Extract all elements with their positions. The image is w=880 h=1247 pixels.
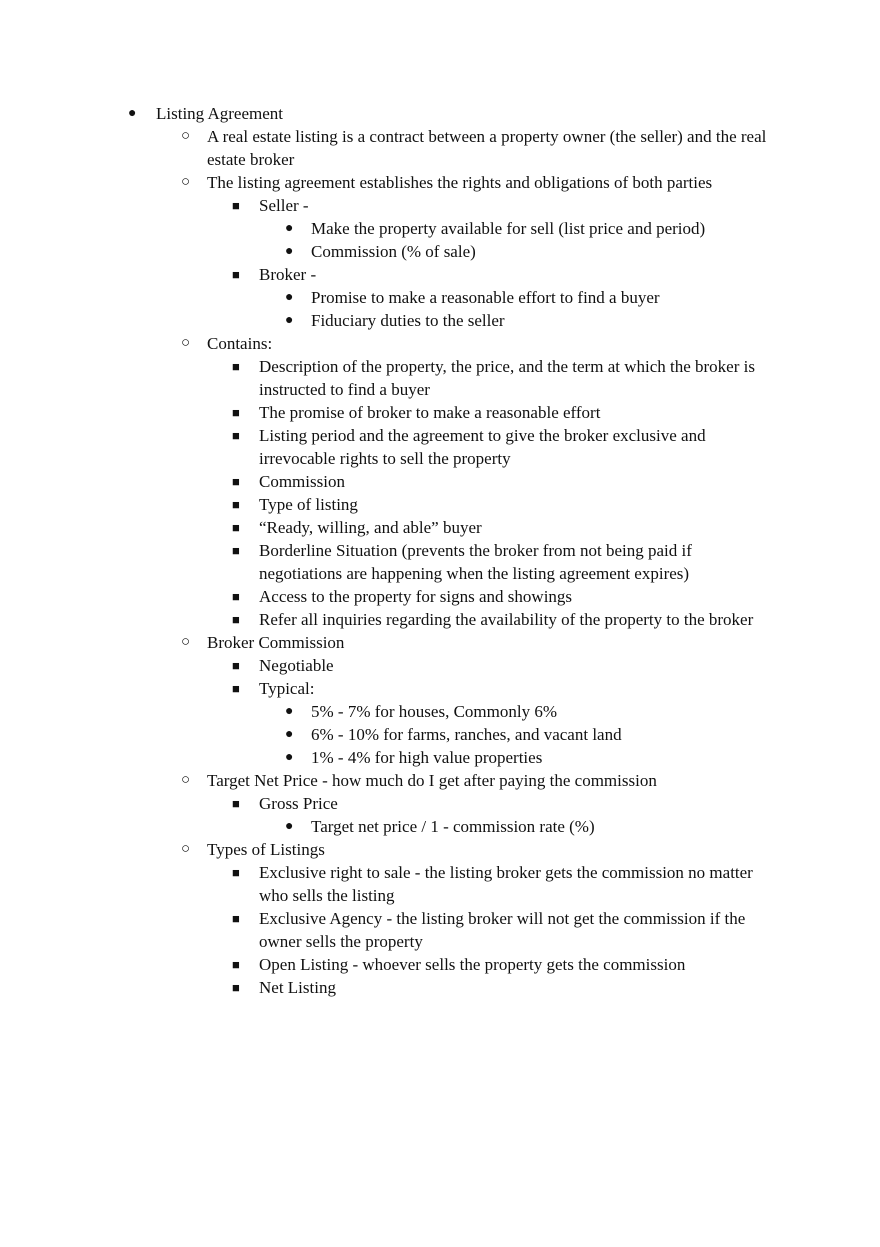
filled-circle-bullet-icon: ● <box>285 290 294 305</box>
list-item <box>0 493 880 516</box>
list-item <box>0 976 880 999</box>
square-bullet-icon: ■ <box>232 658 240 673</box>
intro-text: A real estate listing is a contract between a property owner (the seller) and the real estate broker <box>207 127 767 169</box>
list-item <box>0 309 880 332</box>
list-item <box>0 194 880 217</box>
document-page <box>0 102 880 999</box>
negotiable-text: Negotiable <box>259 656 334 675</box>
list-item <box>0 102 880 125</box>
list-item <box>0 424 880 470</box>
square-bullet-icon: ■ <box>232 911 240 926</box>
heading-listing-agreement: Listing Agreement <box>156 104 284 123</box>
square-bullet-icon: ■ <box>232 865 240 880</box>
list-item <box>0 470 880 493</box>
types-item: Open Listing - whoever sells the property gets the commission <box>259 955 686 974</box>
list-item <box>0 217 880 240</box>
contains-item: Borderline Situation (prevents the broker from not being paid if negotiations are happening when the listing agreement expires) <box>259 541 692 583</box>
broker-item: Fiduciary duties to the seller <box>311 311 505 330</box>
square-bullet-icon: ■ <box>232 520 240 535</box>
hollow-circle-bullet-icon: ○ <box>181 128 191 144</box>
rights-text: The listing agreement establishes the rights and obligations of both parties <box>207 173 713 192</box>
contains-item: Listing period and the agreement to give the broker exclusive and irrevocable rights to sell the property <box>259 426 706 468</box>
typical-item: 6% - 10% for farms, ranches, and vacant land <box>311 725 622 744</box>
list-item <box>0 654 880 677</box>
list-item <box>0 240 880 263</box>
list-item <box>0 608 880 631</box>
hollow-circle-bullet-icon: ○ <box>181 772 191 788</box>
typical-label: Typical: <box>259 679 315 698</box>
types-item: Exclusive Agency - the listing broker will not get the commission if the owner sells the property <box>259 909 746 951</box>
typical-item: 1% - 4% for high value properties <box>311 748 543 767</box>
contains-item: Description of the property, the price, and the term at which the broker is instructed to find a buyer <box>259 357 755 399</box>
broker-label: Broker - <box>259 265 317 284</box>
square-bullet-icon: ■ <box>232 428 240 443</box>
square-bullet-icon: ■ <box>232 267 240 282</box>
list-item <box>0 125 880 171</box>
list-item <box>0 332 880 355</box>
contains-item: The promise of broker to make a reasonable effort <box>259 403 601 422</box>
types-label: Types of Listings <box>207 840 325 859</box>
contains-item: Refer all inquiries regarding the availability of the property to the broker <box>259 610 754 629</box>
contains-item: “Ready, willing, and able” buyer <box>259 518 482 537</box>
filled-circle-bullet-icon: ● <box>285 750 294 765</box>
filled-circle-bullet-icon: ● <box>128 106 137 121</box>
list-item <box>0 263 880 286</box>
list-item <box>0 769 880 792</box>
list-item <box>0 286 880 309</box>
list-item <box>0 700 880 723</box>
list-item <box>0 815 880 838</box>
list-item <box>0 355 880 401</box>
filled-circle-bullet-icon: ● <box>285 313 294 328</box>
contains-label: Contains: <box>207 334 273 353</box>
square-bullet-icon: ■ <box>232 980 240 995</box>
seller-item: Commission (% of sale) <box>311 242 476 261</box>
seller-item: Make the property available for sell (list price and period) <box>311 219 706 238</box>
commission-label: Broker Commission <box>207 633 345 652</box>
types-item: Net Listing <box>259 978 336 997</box>
filled-circle-bullet-icon: ● <box>285 244 294 259</box>
list-item <box>0 861 880 907</box>
contains-item: Access to the property for signs and showings <box>259 587 573 606</box>
square-bullet-icon: ■ <box>232 198 240 213</box>
square-bullet-icon: ■ <box>232 957 240 972</box>
filled-circle-bullet-icon: ● <box>285 727 294 742</box>
filled-circle-bullet-icon: ● <box>285 819 294 834</box>
list-item <box>0 953 880 976</box>
square-bullet-icon: ■ <box>232 359 240 374</box>
target-net-price-label: Target Net Price - how much do I get after paying the commission <box>207 771 657 790</box>
square-bullet-icon: ■ <box>232 543 240 558</box>
hollow-circle-bullet-icon: ○ <box>181 634 191 650</box>
square-bullet-icon: ■ <box>232 405 240 420</box>
list-item <box>0 631 880 654</box>
list-item <box>0 792 880 815</box>
square-bullet-icon: ■ <box>232 612 240 627</box>
square-bullet-icon: ■ <box>232 474 240 489</box>
list-item <box>0 723 880 746</box>
list-item <box>0 677 880 700</box>
hollow-circle-bullet-icon: ○ <box>181 335 191 351</box>
filled-circle-bullet-icon: ● <box>285 704 294 719</box>
typical-item: 5% - 7% for houses, Commonly 6% <box>311 702 558 721</box>
contains-item: Type of listing <box>259 495 358 514</box>
list-item <box>0 746 880 769</box>
list-item <box>0 585 880 608</box>
gross-price-label: Gross Price <box>259 794 338 813</box>
square-bullet-icon: ■ <box>232 681 240 696</box>
contains-item: Commission <box>259 472 345 491</box>
hollow-circle-bullet-icon: ○ <box>181 841 191 857</box>
list-item <box>0 171 880 194</box>
list-item <box>0 838 880 861</box>
seller-label: Seller - <box>259 196 309 215</box>
square-bullet-icon: ■ <box>232 589 240 604</box>
gross-price-formula: Target net price / 1 - commission rate (%) <box>311 817 595 836</box>
types-item: Exclusive right to sale - the listing broker gets the commission no matter who sells the listing <box>259 863 753 905</box>
list-item <box>0 539 880 585</box>
filled-circle-bullet-icon: ● <box>285 221 294 236</box>
hollow-circle-bullet-icon: ○ <box>181 174 191 190</box>
list-item <box>0 907 880 953</box>
list-item <box>0 516 880 539</box>
square-bullet-icon: ■ <box>232 796 240 811</box>
broker-item: Promise to make a reasonable effort to find a buyer <box>311 288 660 307</box>
list-item <box>0 401 880 424</box>
square-bullet-icon: ■ <box>232 497 240 512</box>
